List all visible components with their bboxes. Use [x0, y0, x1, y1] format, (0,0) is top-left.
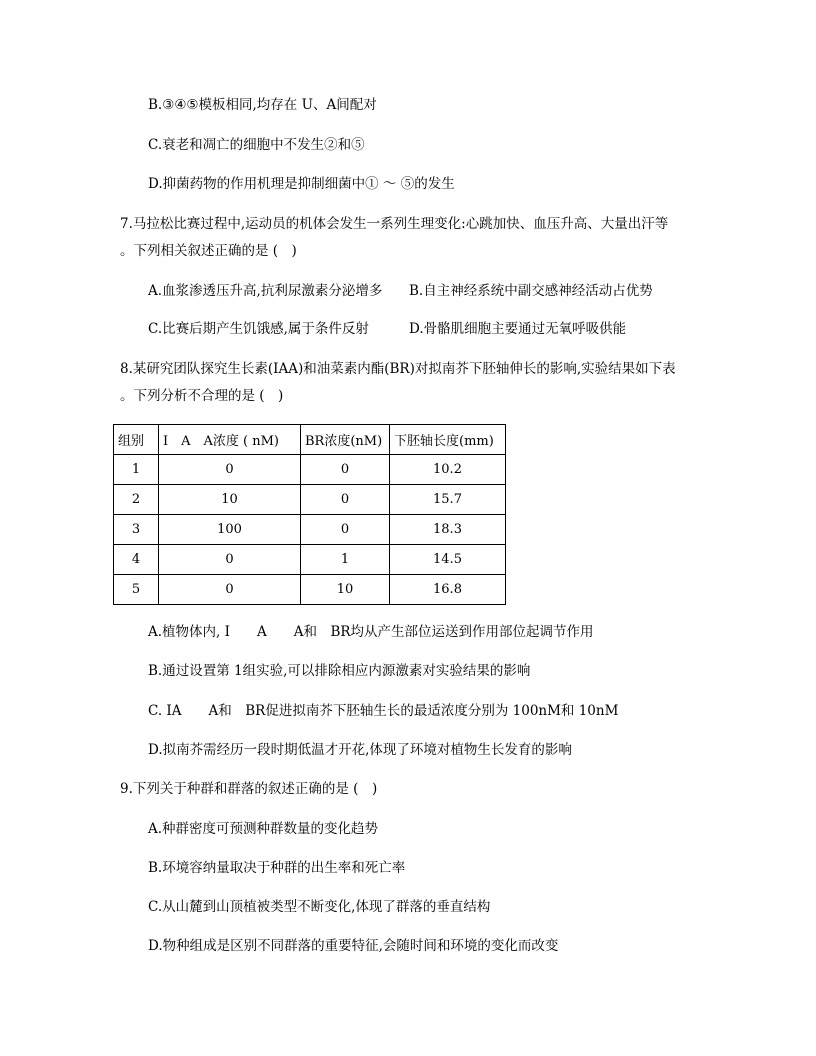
- q9-option-d: D.物种组成是区别不同群落的重要特征,会随时间和环境的变化而改变: [148, 938, 559, 954]
- q7-option-a: A.血浆渗透压升高,抗利尿激素分泌增多: [148, 283, 383, 299]
- q8-option-d: D.拟南芥需经历一段时期低温才开花,体现了环境对植物生长发育的影响: [148, 742, 572, 758]
- table-header: 下胚轴长度(mm): [390, 425, 506, 455]
- table-cell: 16.8: [390, 575, 506, 605]
- table-cell: 4: [114, 545, 159, 575]
- q6-option-c: C.衰老和凋亡的细胞中不发生②和⑤: [148, 137, 365, 153]
- q9-option-c: C.从山麓到山顶植被类型不断变化,体现了群落的垂直结构: [148, 899, 491, 915]
- q8-option-a: A.植物体内, I A A和 BR均从产生部位运送到作用部位起调节作用: [148, 624, 594, 640]
- table-cell: 3: [114, 515, 159, 545]
- table-cell: 5: [114, 575, 159, 605]
- table-row: [114, 485, 506, 515]
- q9-stem: 9.下列关于种群和群落的叙述正确的是 ( ): [120, 781, 378, 797]
- table-row: [114, 455, 506, 485]
- q7-option-b: B.自主神经系统中副交感神经活动占优势: [409, 283, 653, 299]
- table-cell: 2: [114, 485, 159, 515]
- table-cell: 0: [301, 485, 390, 515]
- table-row: [114, 515, 506, 545]
- q9-option-a: A.种群密度可预测种群数量的变化趋势: [148, 821, 379, 837]
- table-cell: 18.3: [390, 515, 506, 545]
- q7-option-d: D.骨骼肌细胞主要通过无氧呼吸供能: [409, 321, 627, 337]
- table-header-row: [114, 425, 506, 455]
- q6-option-b: B.③④⑤模板相同,均存在 U、A间配对: [148, 97, 377, 113]
- table-cell: 0: [159, 545, 301, 575]
- q9-option-b: B.环境容纳量取决于种群的出生率和死亡率: [148, 860, 406, 876]
- q8-option-c: C. IA A和 BR促进拟南芥下胚轴生长的最适浓度分别为 100nM和 10nM: [148, 703, 619, 719]
- table-cell: 14.5: [390, 545, 506, 575]
- table-header: 组别: [114, 425, 159, 455]
- table-cell: 15.7: [390, 485, 506, 515]
- table-cell: 10: [159, 485, 301, 515]
- table-header: BR浓度(nM): [301, 425, 390, 455]
- q8-stem-line2: 。下列分析不合理的是 ( ): [120, 388, 284, 404]
- table-cell: 0: [301, 455, 390, 485]
- q7-stem-line2: 。下列相关叙述正确的是 ( ): [120, 243, 297, 259]
- q8-option-b: B.通过设置第 1组实验,可以排除相应内源激素对实验结果的影响: [148, 663, 531, 679]
- table-row: [114, 545, 506, 575]
- q7-option-c: C.比赛后期产生饥饿感,属于条件反射: [148, 321, 369, 337]
- table-cell: 10.2: [390, 455, 506, 485]
- table-cell: 0: [301, 515, 390, 545]
- table-cell: 1: [301, 545, 390, 575]
- table-header: I A A浓度 ( nM): [159, 425, 301, 455]
- table-cell: 10: [301, 575, 390, 605]
- table-cell: 0: [159, 575, 301, 605]
- experiment-table: [113, 424, 506, 605]
- table-row: [114, 575, 506, 605]
- q6-option-d: D.抑菌药物的作用机理是抑制细菌中① ～ ⑤的发生: [148, 176, 455, 192]
- table-cell: 100: [159, 515, 301, 545]
- q8-stem-line1: 8.某研究团队探究生长素(IAA)和油菜素内酯(BR)对拟南芥下胚轴伸长的影响,实验结果如下表: [120, 361, 676, 377]
- table-cell: 0: [159, 455, 301, 485]
- table-cell: 1: [114, 455, 159, 485]
- q7-stem-line1: 7.马拉松比赛过程中,运动员的机体会发生一系列生理变化:心跳加快、血压升高、大量出汗等: [120, 216, 669, 232]
